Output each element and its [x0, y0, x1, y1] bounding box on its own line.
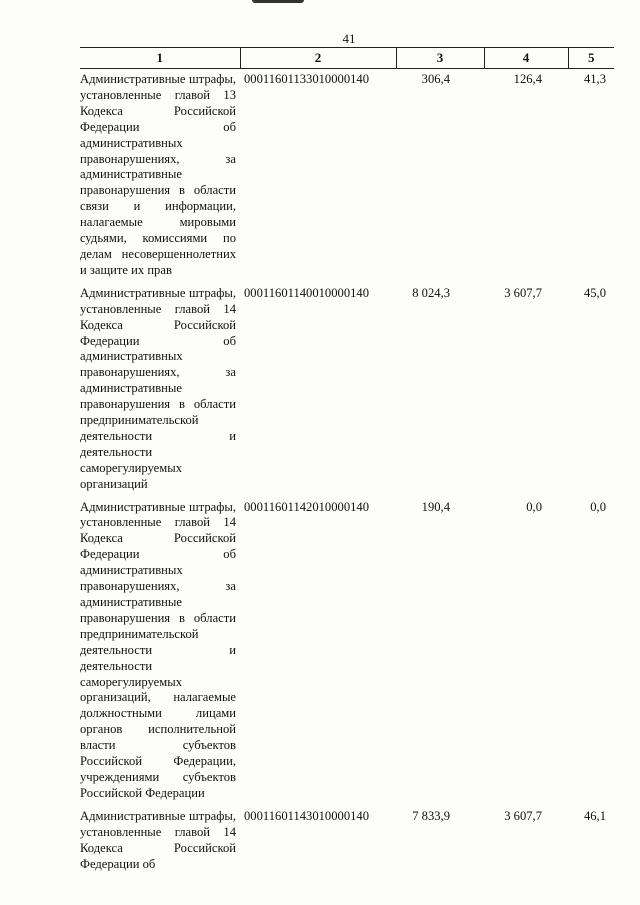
- row-value-col5: 41,3: [583, 72, 606, 86]
- row-value-col3: 7 833,9: [412, 808, 450, 823]
- scan-artifact: [252, 0, 304, 3]
- table-row: [80, 497, 614, 806]
- row-value-col4: 3 607,7: [504, 808, 542, 823]
- budget-table: [80, 47, 614, 876]
- row-description: Административные штрафы, установленные главой 14 Кодекса Российской Федерации об: [80, 808, 236, 871]
- row-budget-code: 00011601143010000140: [244, 808, 370, 823]
- row-value-col5: 0,0: [590, 499, 606, 514]
- page-number: 41: [342, 31, 356, 46]
- row-value-col3: 190,4: [421, 499, 450, 514]
- row-description: Административные штрафы, установленные главой 13 Кодекса Российской Федерации об административных правонарушениях, за административные правонарушения в области связи и информации, налагаемые мировыми судьями, комиссиями по делам несовершеннолетних и защите их прав: [80, 72, 236, 277]
- column-header-2: 2: [240, 48, 396, 69]
- table-row: [80, 69, 614, 283]
- table-row: [80, 806, 614, 877]
- column-header-5: 5: [568, 48, 614, 69]
- row-description: Административные штрафы, установленные главой 14 Кодекса Российской Федерации об административных правонарушениях, за административные правонарушения в области предпринимательской деятельности и деятельности саморегулируемых организаций, налагаемые должностными лицами органов исполнительной власти субъектов Российской Федерации, учреждениями субъектов Российской Федерации: [80, 499, 236, 800]
- column-header-1: 1: [80, 48, 240, 69]
- table-row: [80, 283, 614, 497]
- row-description: Административные штрафы, установленные главой 14 Кодекса Российской Федерации об административных правонарушениях, за административные правонарушения в области предпринимательской деятельности и деятельности саморегулируемых организаций: [80, 285, 236, 491]
- row-value-col5: 46,1: [583, 808, 606, 823]
- row-value-col4: 3 607,7: [504, 285, 542, 300]
- row-budget-code: 00011601140010000140: [244, 285, 370, 300]
- row-value-col4: 0,0: [526, 499, 542, 514]
- row-budget-code: 00011601133010000140: [244, 72, 370, 86]
- row-budget-code: 00011601142010000140: [244, 499, 370, 514]
- table-header-row: [80, 48, 614, 69]
- row-value-col3: 8 024,3: [412, 285, 450, 300]
- column-header-3: 3: [396, 48, 484, 69]
- row-value-col4: 126,4: [513, 72, 542, 86]
- row-value-col5: 45,0: [583, 285, 606, 300]
- row-value-col3: 306,4: [421, 72, 450, 86]
- column-header-4: 4: [484, 48, 568, 69]
